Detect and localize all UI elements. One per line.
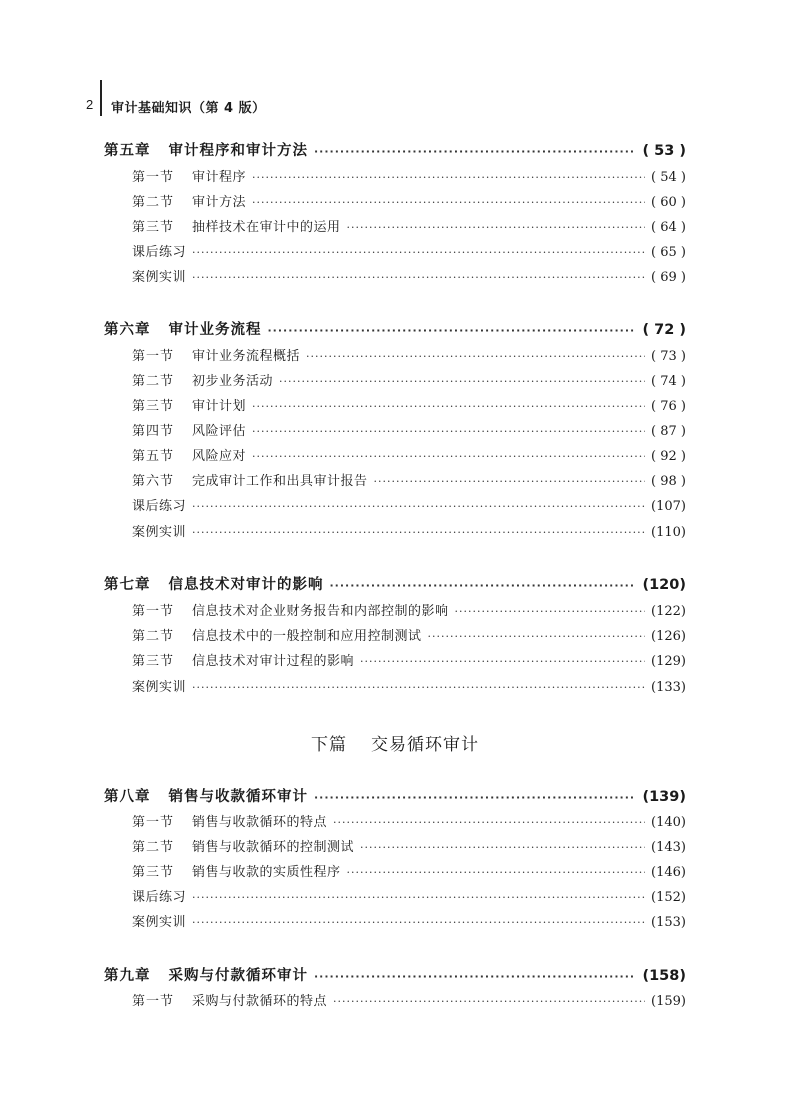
part-title: 交易循环审计 (371, 735, 479, 755)
leader-dots (314, 791, 636, 804)
page-ref: (126) (651, 629, 686, 644)
leader-dots (333, 995, 645, 1008)
section-title: 抽样技术在审计中的运用 (192, 220, 341, 235)
section-number: 第二节 (132, 195, 175, 210)
leader-dots (455, 605, 646, 618)
toc-section[interactable] (132, 445, 686, 464)
section-number: 第五节 (132, 449, 175, 464)
section-number: 第三节 (132, 865, 175, 880)
toc-exercises[interactable] (132, 886, 686, 905)
extra-title: 案例实训 (132, 680, 187, 695)
page-ref: (140) (651, 815, 686, 830)
section-title: 审计方法 (192, 195, 247, 210)
leader-dots (192, 271, 645, 284)
page-ref: (143) (651, 840, 686, 855)
toc-section[interactable] (132, 625, 686, 644)
page-ref: (122) (651, 604, 686, 619)
page-ref: ( 76 ) (651, 399, 686, 414)
extra-title: 课后练习 (132, 245, 187, 260)
page-ref: ( 92 ) (651, 449, 686, 464)
leader-dots (252, 450, 645, 463)
chapter-title: 信息技术对审计的影响 (168, 577, 324, 593)
page-ref: ( 98 ) (651, 474, 686, 489)
chapter-number: 第六章 (104, 322, 151, 338)
leader-dots (252, 425, 645, 438)
leader-dots (268, 324, 637, 337)
leader-dots (333, 816, 645, 829)
toc-case-study[interactable] (132, 676, 686, 695)
section-number: 第一节 (132, 349, 175, 364)
extra-title: 案例实训 (132, 915, 187, 930)
chapter-title: 采购与付款循环审计 (168, 968, 308, 984)
section-number: 第六节 (132, 474, 175, 489)
section-title: 销售与收款循环的控制测试 (192, 840, 355, 855)
leader-dots (252, 196, 645, 209)
page-ref: (153) (651, 915, 686, 930)
section-title: 审计程序 (192, 170, 247, 185)
section-title: 初步业务活动 (192, 374, 274, 389)
section-title: 销售与收款的实质性程序 (192, 865, 341, 880)
extra-title: 案例实训 (132, 525, 187, 540)
page-ref: (129) (651, 654, 686, 669)
toc-section[interactable] (132, 191, 686, 210)
section-title: 信息技术对审计过程的影响 (192, 654, 355, 669)
page-ref: (146) (651, 865, 686, 880)
toc-chapter-6[interactable] (104, 318, 686, 339)
toc-section[interactable] (132, 836, 686, 855)
page-ref: ( 54 ) (651, 170, 686, 185)
page-ref: ( 60 ) (651, 195, 686, 210)
leader-dots (192, 891, 645, 904)
leader-dots (360, 841, 645, 854)
leader-dots (330, 579, 637, 592)
page-ref: (152) (651, 890, 686, 905)
page-ref: ( 53 ) (642, 143, 686, 159)
leader-dots (314, 970, 636, 983)
chapter-title: 审计程序和审计方法 (168, 143, 308, 159)
leader-dots (192, 526, 645, 539)
chapter-title: 审计业务流程 (168, 322, 262, 338)
section-number: 第三节 (132, 399, 175, 414)
section-number: 第一节 (132, 994, 175, 1009)
toc-section[interactable] (132, 600, 686, 619)
section-number: 第三节 (132, 220, 175, 235)
header-rule (100, 80, 102, 116)
toc-section[interactable] (132, 420, 686, 439)
chapter-number: 第九章 (104, 968, 151, 984)
leader-dots (306, 350, 645, 363)
part-label: 下篇 (311, 735, 347, 755)
leader-dots (192, 916, 645, 929)
section-title: 销售与收款循环的特点 (192, 815, 328, 830)
toc-section[interactable] (132, 395, 686, 414)
chapter-number: 第五章 (104, 143, 151, 159)
page-ref: ( 74 ) (651, 374, 686, 389)
page-ref: (107) (651, 499, 686, 514)
toc-section[interactable] (132, 345, 686, 364)
extra-title: 课后练习 (132, 890, 187, 905)
part-heading (0, 730, 790, 755)
leader-dots (252, 400, 645, 413)
extra-title: 课后练习 (132, 499, 187, 514)
page-ref: ( 64 ) (651, 220, 686, 235)
leader-dots (192, 681, 645, 694)
toc-case-study[interactable] (132, 911, 686, 930)
section-number: 第三节 (132, 654, 175, 669)
toc-chapter-9[interactable] (104, 964, 686, 985)
page-ref: ( 87 ) (651, 424, 686, 439)
page-ref: ( 65 ) (651, 245, 686, 260)
section-title: 信息技术对企业财务报告和内部控制的影响 (192, 604, 449, 619)
chapter-number: 第七章 (104, 577, 151, 593)
leader-dots (279, 375, 645, 388)
toc-section[interactable] (132, 990, 686, 1009)
section-title: 审计业务流程概括 (192, 349, 301, 364)
running-head: 审计基础知识（第 4 版） (111, 101, 266, 116)
leader-dots (347, 866, 646, 879)
section-number: 第二节 (132, 374, 175, 389)
leader-dots (374, 475, 646, 488)
section-number: 第二节 (132, 629, 175, 644)
toc-section[interactable] (132, 216, 686, 235)
section-title: 采购与付款循环的特点 (192, 994, 328, 1009)
section-number: 第一节 (132, 604, 175, 619)
toc-exercises[interactable] (132, 495, 686, 514)
toc-chapter-5[interactable] (104, 139, 686, 160)
leader-dots (314, 145, 636, 158)
leader-dots (252, 171, 645, 184)
toc-chapter-7[interactable] (104, 573, 686, 594)
page-ref: ( 73 ) (651, 349, 686, 364)
leader-dots (347, 221, 646, 234)
leader-dots (192, 500, 645, 513)
extra-title: 案例实训 (132, 270, 187, 285)
page-ref: (110) (651, 525, 686, 540)
section-title: 完成审计工作和出具审计报告 (192, 474, 368, 489)
section-number: 第四节 (132, 424, 175, 439)
leader-dots (428, 630, 646, 643)
page-ref: ( 72 ) (642, 322, 686, 338)
section-number: 第二节 (132, 840, 175, 855)
page-ref: (158) (642, 968, 686, 984)
toc-section[interactable] (132, 370, 686, 389)
toc-section[interactable] (132, 861, 686, 880)
chapter-number: 第八章 (104, 789, 151, 805)
page-ref: (120) (642, 577, 686, 593)
page-ref: (139) (642, 789, 686, 805)
section-title: 审计计划 (192, 399, 247, 414)
section-number: 第一节 (132, 170, 175, 185)
chapter-title: 销售与收款循环审计 (168, 789, 308, 805)
toc-chapter-8[interactable] (104, 785, 686, 806)
section-title: 信息技术中的一般控制和应用控制测试 (192, 629, 422, 644)
toc-section[interactable] (132, 470, 686, 489)
toc-case-study[interactable] (132, 266, 686, 285)
toc-exercises[interactable] (132, 241, 686, 260)
page-ref: (159) (651, 994, 686, 1009)
section-number: 第一节 (132, 815, 175, 830)
section-title: 风险评估 (192, 424, 247, 439)
leader-dots (192, 246, 645, 259)
page-ref: (133) (651, 680, 686, 695)
toc-section[interactable] (132, 650, 686, 669)
page-ref: ( 69 ) (651, 270, 686, 285)
toc-section[interactable] (132, 811, 686, 830)
section-title: 风险应对 (192, 449, 247, 464)
leader-dots (360, 655, 645, 668)
toc-case-study[interactable] (132, 521, 686, 540)
toc-section[interactable] (132, 166, 686, 185)
page-number: 2 (86, 97, 94, 112)
